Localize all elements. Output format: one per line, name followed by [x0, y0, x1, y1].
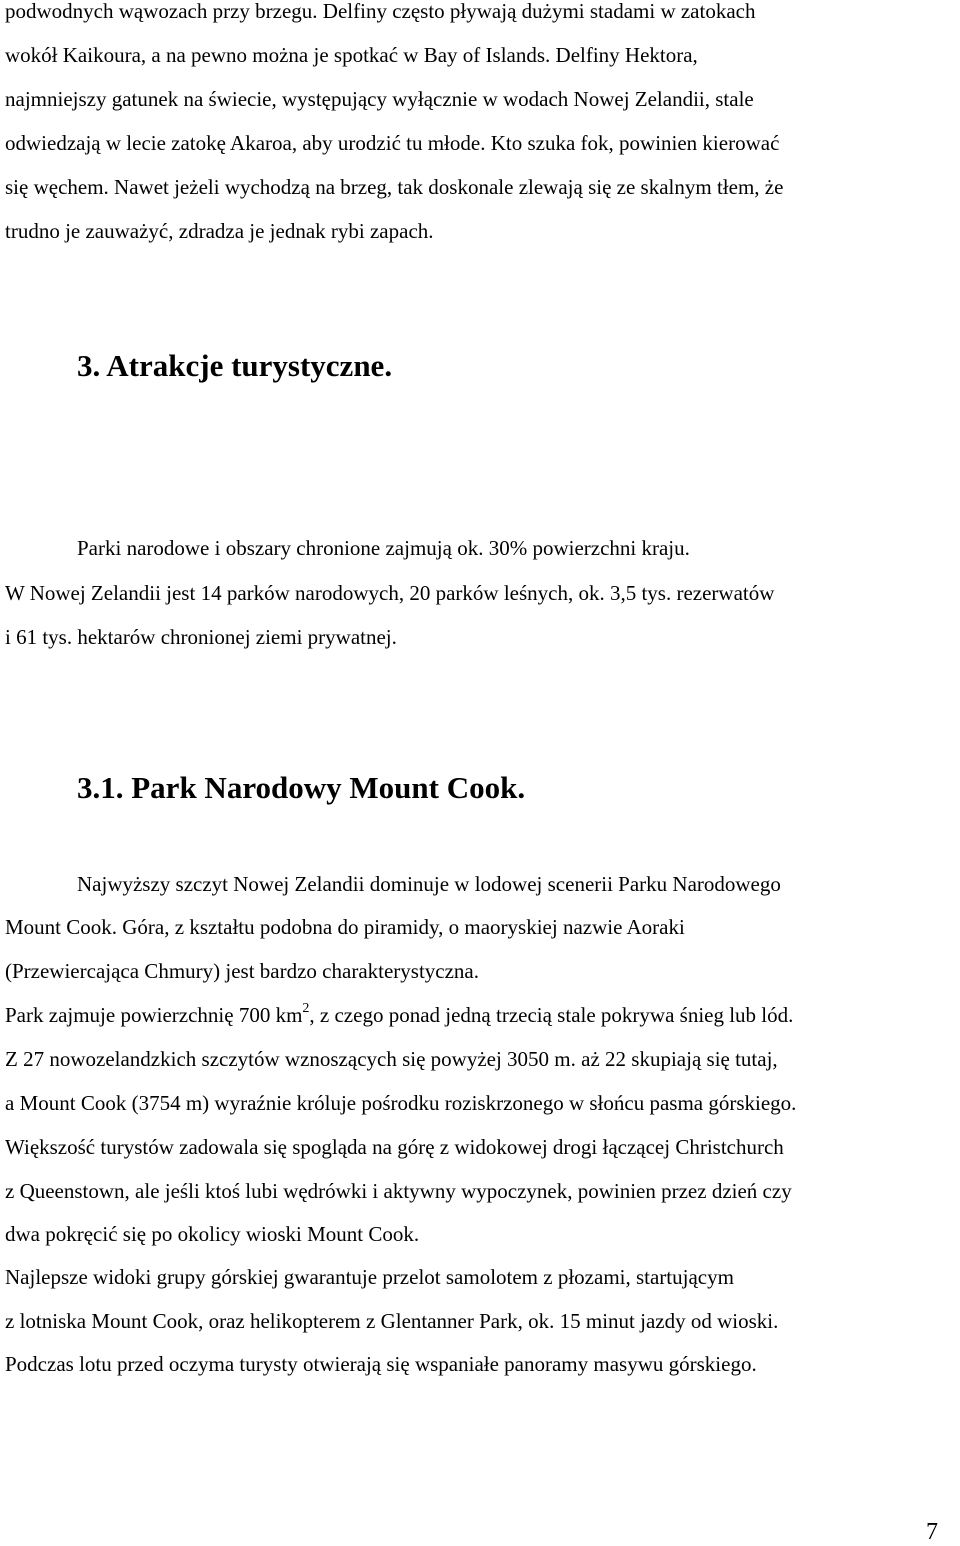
paragraph-line: Z 27 nowozelandzkich szczytów wznoszących się powyżej 3050 m. aż 22 skupiają się tutaj,	[5, 1047, 778, 1071]
paragraph-line: wokół Kaikoura, a na pewno można je spotkać w Bay of Islands. Delfiny Hektora,	[5, 43, 698, 67]
paragraph-line: Najwyższy szczyt Nowej Zelandii dominuje w lodowej scenerii Parku Narodowego	[77, 872, 781, 896]
section-heading: 3. Atrakcje turystyczne.	[77, 348, 393, 383]
subsection-heading: 3.1. Park Narodowy Mount Cook.	[77, 770, 526, 805]
paragraph-line: się węchem. Nawet jeżeli wychodzą na brzeg, tak doskonale zlewają się ze skalnym tłem, że	[5, 175, 784, 199]
paragraph-line: i 61 tys. hektarów chronionej ziemi prywatnej.	[5, 625, 397, 649]
paragraph-line: najmniejszy gatunek na świecie, występujący wyłącznie w wodach Nowej Zelandii, stale	[5, 87, 754, 111]
paragraph-line: (Przewiercająca Chmury) jest bardzo charakterystyczna.	[5, 959, 480, 983]
paragraph-line: z lotniska Mount Cook, oraz helikopterem z Glentanner Park, ok. 15 minut jazdy od wioski.	[5, 1309, 779, 1333]
paragraph-line: dwa pokręcić się po okolicy wioski Mount Cook.	[5, 1222, 420, 1246]
paragraph-line: z Queenstown, ale jeśli ktoś lubi wędrówki i aktywny wypoczynek, powinien przez dzień czy	[5, 1179, 792, 1203]
paragraph-line-area	[5, 1002, 793, 1028]
area-text-before: Park zajmuje powierzchnię 700 km	[5, 1003, 303, 1027]
area-superscript: 2	[302, 1001, 310, 1016]
paragraph-line: a Mount Cook (3754 m) wyraźnie króluje pośrodku roziskrzonego w słońcu pasma górskiego.	[5, 1091, 797, 1115]
area-text-after: , z czego ponad jedną trzecią stale pokrywa śnieg lub lód.	[309, 1003, 794, 1027]
paragraph-line: Podczas lotu przed oczyma turysty otwierają się wspaniałe panoramy masywu górskiego.	[5, 1352, 757, 1376]
paragraph-line: Najlepsze widoki grupy górskiej gwarantuje przelot samolotem z płozami, startującym	[5, 1265, 734, 1289]
paragraph-line: podwodnych wąwozach przy brzegu. Delfiny często pływają dużymi stadami w zatokach	[5, 0, 756, 23]
paragraph-line: trudno je zauważyć, zdradza je jednak rybi zapach.	[5, 219, 434, 243]
paragraph-line: W Nowej Zelandii jest 14 parków narodowych, 20 parków leśnych, ok. 3,5 tys. rezerwatów	[5, 581, 775, 605]
paragraph-line: Parki narodowe i obszary chronione zajmują ok. 30% powierzchni kraju.	[77, 536, 690, 560]
paragraph-line: Większość turystów zadowala się spogląda na górę z widokowej drogi łączącej Christchurch	[5, 1135, 784, 1159]
page-number: 7	[926, 1519, 938, 1545]
paragraph-line: Mount Cook. Góra, z kształtu podobna do piramidy, o maoryskiej nazwie Aoraki	[5, 915, 685, 939]
paragraph-line: odwiedzają w lecie zatokę Akaroa, aby urodzić tu młode. Kto szuka fok, powinien kierować	[5, 131, 780, 155]
